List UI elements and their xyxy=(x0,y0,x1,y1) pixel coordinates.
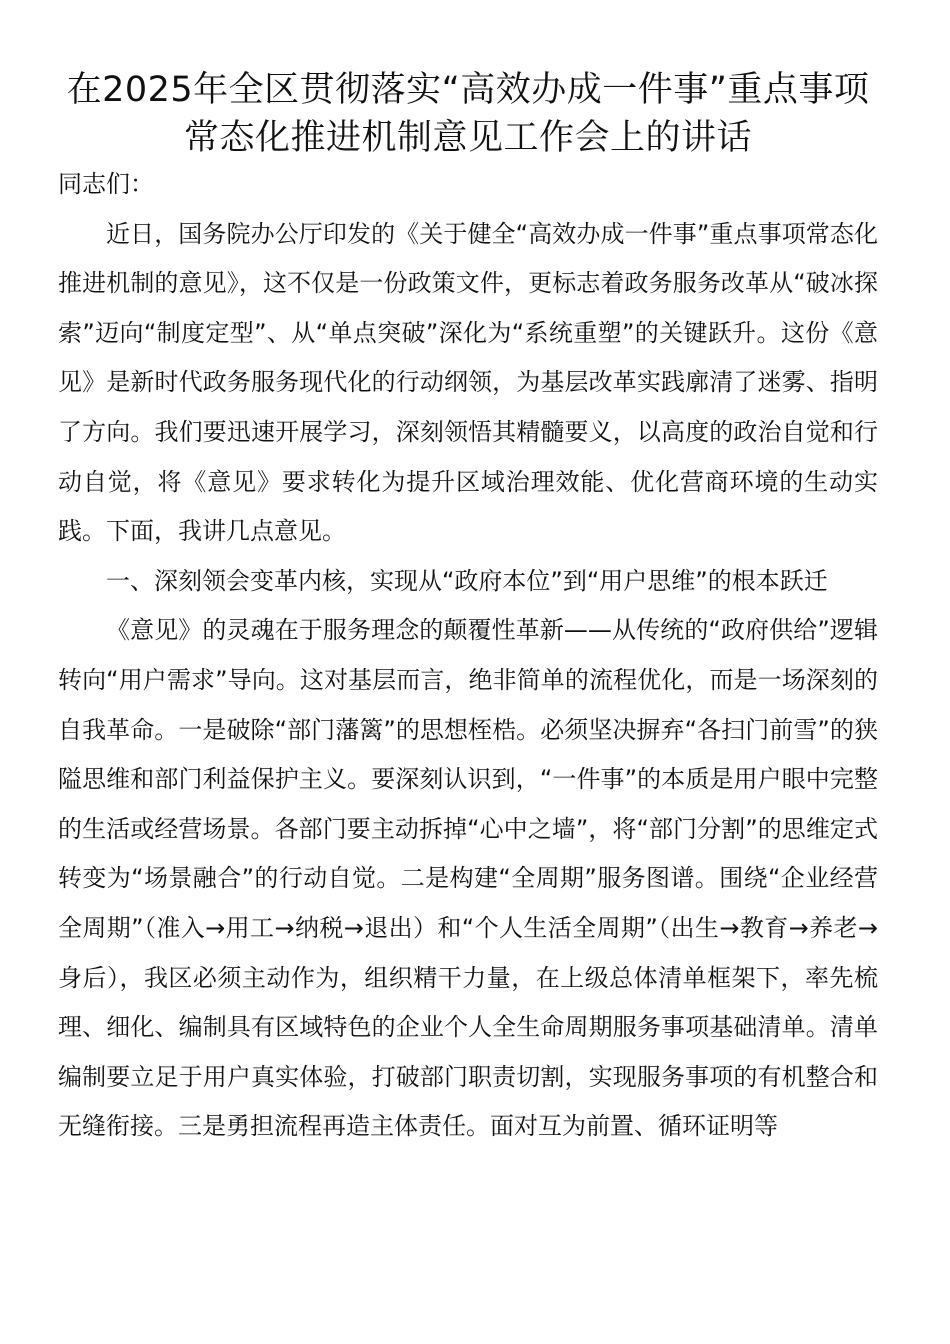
salutation: 同志们： xyxy=(58,170,154,198)
paragraph-intro: 近日，国务院办公厅印发的《关于健全“高效办成一件事”重点事项常态化推进机制的意见》，这不仅是一份政策文件，更标志着政务服务改革从“破冰探索”迈向“制度定型”、从“单点突破”深化为“系统重塑”的关键跃升。这份《意见》是新时代政务服务现代化的行动纲领，为基层改革实践廓清了迷雾、指明了方向。我们要迅速开展学习，深刻领悟其精髓要义，以高度的政治自觉和行动自觉，将《意见》要求转化为提升区域治理效能、优化营商环境的生动实践。下面，我讲几点意见。 xyxy=(58,219,878,546)
document-title: 在2025年全区贯彻落实“高效办成一件事”重点事项常态化推进机制意见工作会上的讲话 xyxy=(66,70,870,158)
document-page xyxy=(58,66,878,1152)
section-heading-1: 一、深刻领会变革内核，实现从“政府本位”到“用户思维”的根本跃迁 xyxy=(106,566,828,595)
paragraph-section-1: 《意见》的灵魂在于服务理念的颠覆性革新——从传统的“政府供给”逻辑转向“用户需求”导向。这对基层而言，绝非简单的流程优化，而是一场深刻的自我革命。一是破除“部门藩篱”的思想桎梏。必须坚决摒弃“各扫门前雪”的狭隘思维和部门利益保护主义。要深刻认识到，“一件事”的本质是用户眼中完整的生活或经营场景。各部门要主动拆掉“心中之墙”，将“部门分割”的思维定式转变为“场景融合”的行动自觉。二是构建“全周期”服务图谱。围绕“企业经营全周期”（准入→用工→纳税→退出）和“个人生活全周期”（出生→教育→养老→身后），我区必须主动作为，组织精干力量，在上级总体清单框架下，率先梳理、细化、编制具有区域特色的企业个人全生命周期服务事项基础清单。清单编制要立足于用户真实体验，打破部门职责切割，实现服务事项的有机整合和无缝衔接。三是勇担流程再造主体责任。面对互为前置、循环证明等 xyxy=(58,616,878,1141)
